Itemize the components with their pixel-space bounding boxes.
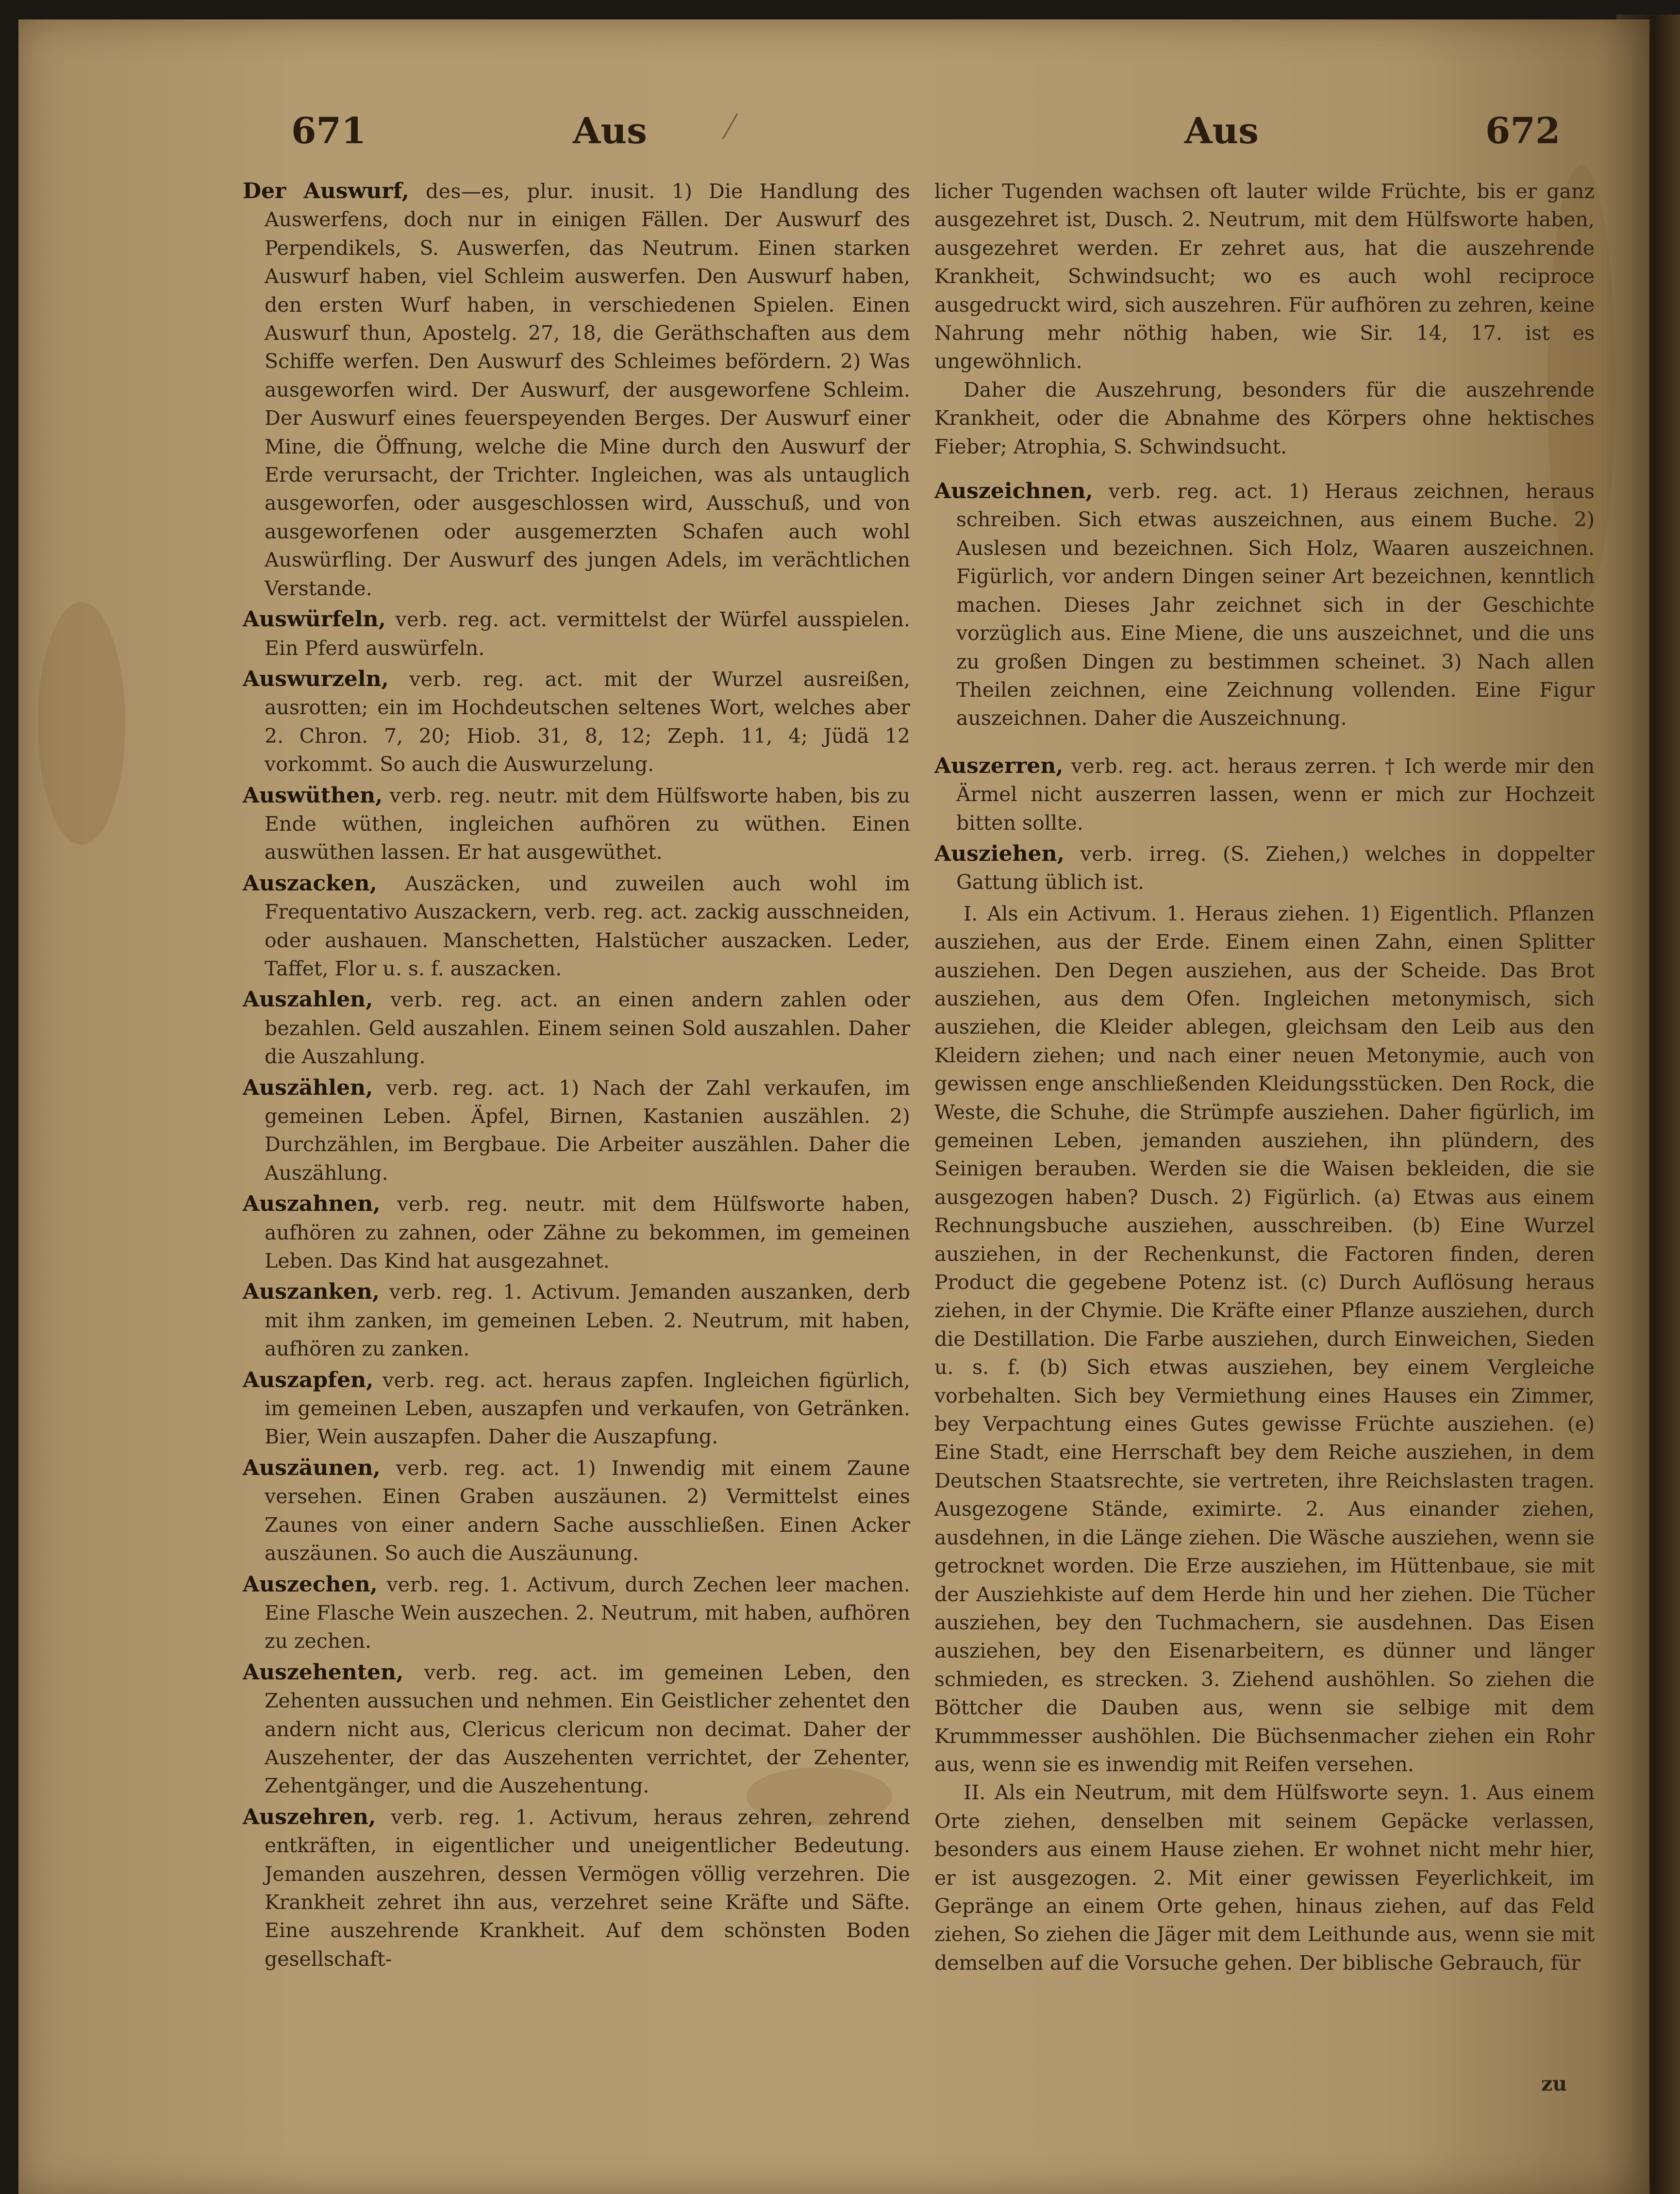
- entry-headword: Auszapfen,: [243, 1367, 374, 1392]
- entry-body: an einen andern zahlen oder bezahlen. Geld auszahlen. Einem seinen Sold auszahlen. Daher die Auszahlung.: [265, 988, 910, 1069]
- entry-grammar: verb. reg. act.: [1071, 754, 1220, 778]
- entry-grammar: verb. reg. act.: [386, 1076, 546, 1100]
- dictionary-entry: [243, 782, 910, 867]
- paper-stain: [38, 602, 125, 845]
- entry-body: heraus zerren. † Ich werde mir den Ärmel nicht auszerren lassen, wenn er mich zur Hochzeit bitten sollte.: [956, 754, 1595, 835]
- entry-headword: Auszehenten,: [243, 1659, 404, 1685]
- dictionary-entry: [934, 752, 1595, 837]
- entry-headword: Auswurzeln,: [243, 666, 389, 691]
- entry-body: 1. Activum. Jemanden auszanken, derb mit ihm zanken, im gemeinen Leben. 2. Neutrum, mit haben, aufhören zu zanken.: [265, 1280, 910, 1361]
- entry-grammar: des—es, plur. inusit.: [425, 180, 655, 203]
- dictionary-entry: [243, 1074, 910, 1188]
- right-running-head: Aus: [1184, 110, 1259, 152]
- entry-grammar: verb. reg. act.: [1108, 480, 1273, 503]
- entry-grammar: verb. reg. act.: [383, 1368, 534, 1392]
- entry-headword: Ausziehen,: [934, 841, 1065, 866]
- entry-grammar: verb. reg.: [386, 1573, 490, 1596]
- entry-headword: Auszerren,: [934, 753, 1064, 778]
- dictionary-entry: [243, 177, 910, 603]
- dictionary-entry: [934, 477, 1595, 733]
- entry-paragraph: II. Als ein Neutrum, mit dem Hülfsworte seyn. 1. Aus einem Orte ziehen, denselben mit seinem Gepäcke verlassen, besonders aus einem Hause ziehen. Er wohnet nicht mehr hier, er ist ausgezogen. 2. Mit einer gewissen Feyerlichkeit, im Gepränge an einem Orte gehen, hinaus ziehen, auf das Feld ziehen, So ziehen die Jäger mit dem Leithunde aus, wenn sie mit demselben auf die Vorsuche gehen. Der biblische Gebrauch, für: [934, 1781, 1595, 1975]
- dictionary-entry: [243, 1278, 910, 1363]
- entry-body: mit dem Hülfsworte haben, aufhören zu zahnen, oder Zähne zu bekommen, im gemeinen Leben. Das Kind hat ausgezahnet.: [265, 1192, 910, 1273]
- entry-body: und zuweilen auch wohl im Frequentativo Auszackern, verb. reg. act. zackig ausschneiden, oder aushauen. Manschetten, Halstücher auszacken. Leder, Taffet, Flor u. s. f. auszacken.: [265, 871, 910, 980]
- entry-headword: Auszeichnen,: [934, 479, 1093, 504]
- page-header: [0, 104, 1680, 163]
- spacer: [934, 736, 1595, 752]
- entry-body: 1. Activum, durch Zechen leer machen. Eine Flasche Wein auszechen. 2. Neutrum, mit haben, aufhören zu zechen.: [265, 1573, 910, 1653]
- entry-body: mit der Wurzel ausreißen, ausrotten; ein im Hochdeutschen seltenes Wort, welches aber 2. Chron. 7, 20; Hiob. 31, 8, 12; Zeph. 11, 4; Jüdä 12 vorkommt. So auch die Auswurzelung.: [265, 667, 910, 776]
- entry-body: 1) Die Handlung des Auswerfens, doch nur in einigen Fällen. Der Auswurf des Perpendikels, S. Auswerfen, das Neutrum. Einen starken Auswurf haben, viel Schleim auswerfen. Den Auswurf haben, den ersten Wurf haben, in verschiedenen Spielen. Einen Auswurf thun, Apostelg. 27, 18, die Geräthschaften aus dem Schiffe werfen. Den Auswurf des Schleimes befördern. 2) Was ausgeworfen wird. Der Auswurf, der ausgeworfene Schleim. Der Auswurf eines feuerspeyenden Berges. Der Auswurf einer Mine, die Öffnung, welche die Mine durch den Auswurf der Erde verursacht, der Trichter. Ingleichen, was als untauglich ausgeworfen, oder ausgeschlossen wird, Ausschuß, und von ausgeworfenen oder ausgemerzten Schafen auch wohl Auswürfling. Der Auswurf des jungen Adels, im verächtlichen Verstande.: [265, 180, 910, 600]
- entry-body: im gemeinen Leben, den Zehenten aussuchen und nehmen. Ein Geistlicher zehentet den andern nicht aus, Clericus clericum non decimat. Daher der Auszehenter, der das Auszehenten verrichtet, der Zehenter, Zehentgänger, und die Auszehentung.: [265, 1660, 910, 1798]
- dictionary-entry: [243, 665, 910, 779]
- entry-headword: Auszehren,: [243, 1804, 376, 1829]
- catchword: zu: [1541, 2072, 1567, 2095]
- entry-headword: Auszählen,: [243, 1075, 373, 1100]
- entry-body: (S. Ziehen,) welches in doppelter Gattung üblich ist.: [956, 842, 1595, 894]
- entry-body: mit dem Hülfsworte haben, bis zu Ende wüthen, ingleichen aufhören zu wüthen. Einen auswüthen lassen. Er hat ausgewüthet.: [265, 784, 910, 864]
- entry-grammar: verb. reg. neutr.: [397, 1192, 586, 1216]
- entry-body: 1) Nach der Zahl verkaufen, im gemeinen Leben. Äpfel, Birnen, Kastanien auszählen. 2) Durchzählen, im Bergbaue. Die Arbeiter auszählen. Daher die Auszählung.: [265, 1076, 910, 1185]
- entry-grammar: verb. reg. act.: [390, 988, 559, 1012]
- dictionary-entry: [243, 1366, 910, 1451]
- entry-body: 1) Inwendig mit einem Zaune versehen. Einen Graben auszäunen. 2) Vermittelst eines Zaunes von einer andern Sache ausschließen. Einen Acker auszäunen. So auch die Auszäunung.: [265, 1456, 910, 1565]
- entry-grammar: verb. reg. neutr.: [389, 784, 559, 807]
- entry-headword: Auszahlen,: [243, 987, 373, 1012]
- entry-grammar: verb. irreg.: [1080, 842, 1207, 866]
- entry-grammar: verb. reg. act.: [396, 1456, 560, 1480]
- dictionary-entry: [243, 986, 910, 1071]
- entry-body: 1) Heraus zeichnen, heraus schreiben. Sich etwas auszeichnen, aus einem Buche. 2) Auslesen und bezeichnen. Sich Holz, Waaren auszeichnen. Figürlich, vor andern Dingen seiner Art bezeichnen, kenntlich machen. Dieses Jahr zeichnet sich in der Geschichte vorzüglich aus. Eine Miene, die uns auszeichnet, und die uns zu großen Dingen zu bestimmen scheinet. 3) Nach allen Theilen zeichnen, eine Zeichnung vollenden. Eine Figur auszeichnen. Daher die Auszeichnung.: [956, 480, 1595, 730]
- entry-headword: Auszacken,: [243, 871, 377, 896]
- dictionary-entry: [243, 1454, 910, 1568]
- left-page-number: 671: [291, 110, 366, 152]
- entry-body: heraus zapfen. Ingleichen figürlich, im gemeinen Leben, auszapfen und verkaufen, von Getränken. Bier, Wein auszapfen. Daher die Auszapfung.: [265, 1368, 910, 1449]
- entry-grammar: verb. reg. act.: [395, 608, 548, 632]
- entry-headword: Auszäunen,: [243, 1455, 381, 1480]
- dictionary-entry: [243, 870, 910, 983]
- entry-headword: Auswüthen,: [243, 783, 383, 808]
- dictionary-entry: [243, 1571, 910, 1656]
- dictionary-entry: [243, 1803, 910, 1973]
- entry-grammar: verb. reg. act.: [424, 1660, 598, 1684]
- entry-body: vermittelst der Würfel ausspielen. Ein Pferd auswürfeln.: [265, 608, 910, 660]
- dictionary-entry: [243, 1658, 910, 1800]
- right-column: [934, 177, 1595, 1977]
- entry-paragraph: I. Als ein Activum. 1. Heraus ziehen. 1) Eigentlich. Pflanzen ausziehen, aus der Erde. Einem einen Zahn, einen Splitter ausziehen. Den Degen ausziehen, aus der Scheide. Das Brot ausziehen, aus dem Ofen. Ingleichen metonymisch, sich ausziehen, die Kleider ablegen, gleichsam den Leib aus den Kleidern ziehen; und nach einer neuen Metonymie, auch von gewissen enge anschließenden Kleidungsstücken. Den Rock, die Weste, die Schuhe, die Strümpfe ausziehen. Daher figürlich, im gemeinen Leben, jemanden ausziehen, ihn plündern, des Seinigen berauben. Werden sie die Waisen bekleiden, die sie ausgezogen haben? Dusch. 2) Figürlich. (a) Etwas aus einem Rechnungsbuche ausziehen, ausschreiben. (b) Eine Wurzel ausziehen, in der Rechenkunst, die Factoren finden, deren Product die gegebene Potenz ist. (c) Durch Auflösung heraus ziehen, in der Chymie. Die Kräfte einer Pflanze ausziehen, durch die Destillation. Die Farbe ausziehen, durch Einweichen, Sieden u. s. f. (b) Sich etwas ausziehen, bey einem Vergleiche vorbehalten. Sich bey Vermiethung eines Hauses ein Zimmer, bey Verpachtung eines Gutes gewisse Früchte ausziehen. (e) Eine Stadt, eine Herrschaft bey dem Reiche ausziehen, in dem Deutschen Staatsrechte, sie vertreten, ihre Reichslasten tragen. Ausgezogene Stände, eximirte. 2. Aus einander ziehen, ausdehnen, in die Länge ziehen. Die Wäsche ausziehen, wenn sie getrocknet worden. Die Erze ausziehen, im Hüttenbaue, sie mit der Ausziehkiste auf dem Herde hin und her ziehen. Die Tücher ausziehen, bey den Tuchmachern, sie ausdehnen. Das Eisen ausziehen, bey den Eisenarbeitern, es dünner und länger schmieden, es strecken. 3. Ziehend aushöhlen. So ziehen die Böttcher die Dauben aus, wenn sie selbige mit dem Krummmesser aushöhlen. Die Büchsenmacher ziehen ein Rohr aus, wenn sie es inwendig mit Reifen versehen.: [934, 902, 1595, 1776]
- entry-continuation: licher Tugenden wachsen oft lauter wilde Früchte, bis er ganz ausgezehret ist, Dusch. 2. Neutrum, mit dem Hülfsworte haben, ausgezehret werden. Er zehret aus, hat die auszehrende Krankheit, Schwindsucht; wo es auch wohl reciproce ausgedruckt wird, sich auszehren. Für aufhören zu zehren, keine Nahrung mehr nöthig haben, wie Sir. 14, 17. ist es ungewöhnlich.: [934, 180, 1595, 373]
- entry-headword: Auszahnen,: [243, 1191, 381, 1217]
- dictionary-entry: [243, 1190, 910, 1275]
- dictionary-entry: [243, 605, 910, 662]
- entry-grammar: verb. reg.: [389, 1280, 494, 1304]
- entry-grammar: Auszäcken,: [405, 871, 521, 895]
- left-running-head: Aus: [573, 110, 647, 152]
- entry-headword: Der Auswurf,: [243, 179, 409, 203]
- left-column: [243, 177, 910, 1976]
- entry-grammar: verb. reg. act.: [409, 667, 583, 691]
- entry-paragraph: Daher die Auszehrung, besonders für die auszehrende Krankheit, oder die Abnahme des Körpers ohne hektisches Fieber; Atrophia, S. Schwindsucht.: [934, 378, 1595, 458]
- dictionary-entry: [934, 840, 1595, 897]
- entry-grammar: verb. reg.: [391, 1805, 500, 1829]
- entry-headword: Auszanken,: [243, 1279, 380, 1305]
- spacer: [934, 461, 1595, 477]
- entry-headword: Auszechen,: [243, 1572, 378, 1597]
- entry-body: 1. Activum, heraus zehren, zehrend entkräften, in eigentlicher und uneigentlicher Bedeutung. Jemanden auszehren, dessen Vermögen völlig verzehren. Die Krankheit zehret ihn aus, verzehret seine Kräfte und Säfte. Eine auszehrende Krankheit. Auf dem schönsten Boden gesellschaft-: [265, 1805, 910, 1971]
- entry-headword: Auswürfeln,: [243, 607, 386, 632]
- right-page-number: 672: [1485, 110, 1561, 152]
